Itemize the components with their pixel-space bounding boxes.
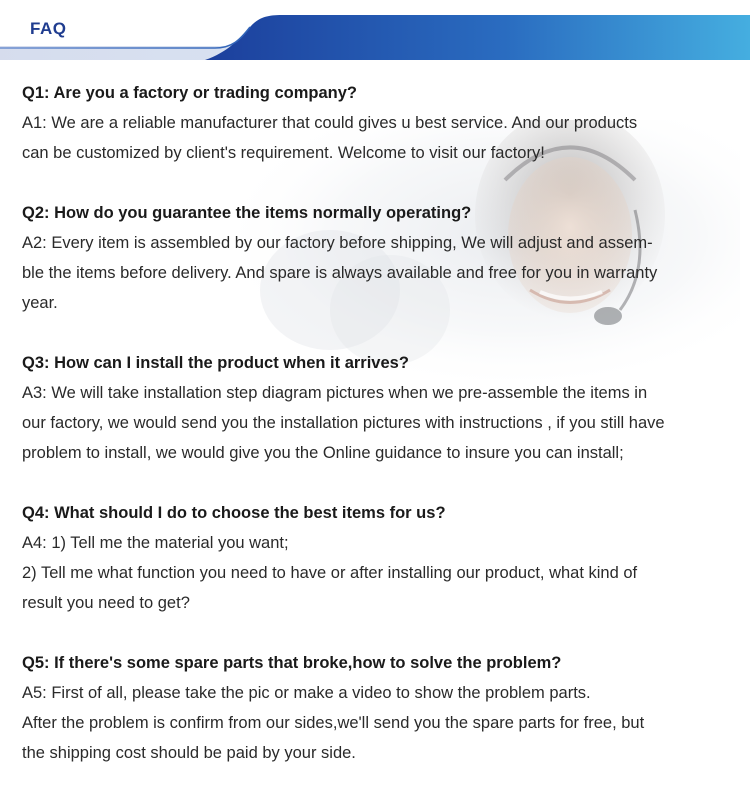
answer-5-line-1: A5: First of all, please take the pic or make a video to show the problem parts. bbox=[22, 684, 591, 702]
faq-item-4 bbox=[22, 498, 734, 618]
header-banner-graphic bbox=[0, 0, 750, 60]
answer-4-line-3: result you need to get? bbox=[22, 594, 190, 612]
faq-item-2 bbox=[22, 198, 734, 318]
faq-item-3 bbox=[22, 348, 734, 468]
faq-list bbox=[22, 78, 734, 798]
question-5: Q5: If there's some spare parts that broke,how to solve the problem? bbox=[22, 654, 562, 672]
answer-3-line-1: A3: We will take installation step diagram pictures when we pre-assemble the items in bbox=[22, 384, 648, 402]
faq-title: FAQ bbox=[30, 19, 67, 38]
answer-2-line-3: year. bbox=[22, 294, 58, 312]
answer-3-line-3: problem to install, we would give you the Online guidance to insure you can install; bbox=[22, 444, 624, 462]
question-2: Q2: How do you guarantee the items normally operating? bbox=[22, 204, 472, 222]
faq-item-1 bbox=[22, 78, 734, 168]
answer-1-line-1: A1: We are a reliable manufacturer that could gives u best service. And our products bbox=[22, 114, 638, 132]
answer-1-line-2: can be customized by client's requirement. Welcome to visit our factory! bbox=[22, 144, 545, 162]
answer-3-line-2: our factory, we would send you the installation pictures with instructions , if you still have bbox=[22, 414, 665, 432]
answer-4-line-1: A4: 1) Tell me the material you want; bbox=[22, 534, 289, 552]
answer-5-line-2: After the problem is confirm from our sides,we'll send you the spare parts for free, but bbox=[22, 714, 645, 732]
faq-header bbox=[0, 0, 750, 60]
faq-item-5 bbox=[22, 648, 734, 768]
answer-5-line-3: the shipping cost should be paid by your side. bbox=[22, 744, 356, 762]
answer-4-line-2: 2) Tell me what function you need to have or after installing our product, what kind of bbox=[22, 564, 638, 582]
question-1: Q1: Are you a factory or trading company? bbox=[22, 84, 357, 102]
question-3: Q3: How can I install the product when it arrives? bbox=[22, 354, 409, 372]
answer-2-line-1: A2: Every item is assembled by our factory before shipping, We will adjust and assem- bbox=[22, 234, 653, 252]
answer-2-line-2: ble the items before delivery. And spare is always available and free for you in warranty bbox=[22, 264, 658, 282]
question-4: Q4: What should I do to choose the best items for us? bbox=[22, 504, 446, 522]
